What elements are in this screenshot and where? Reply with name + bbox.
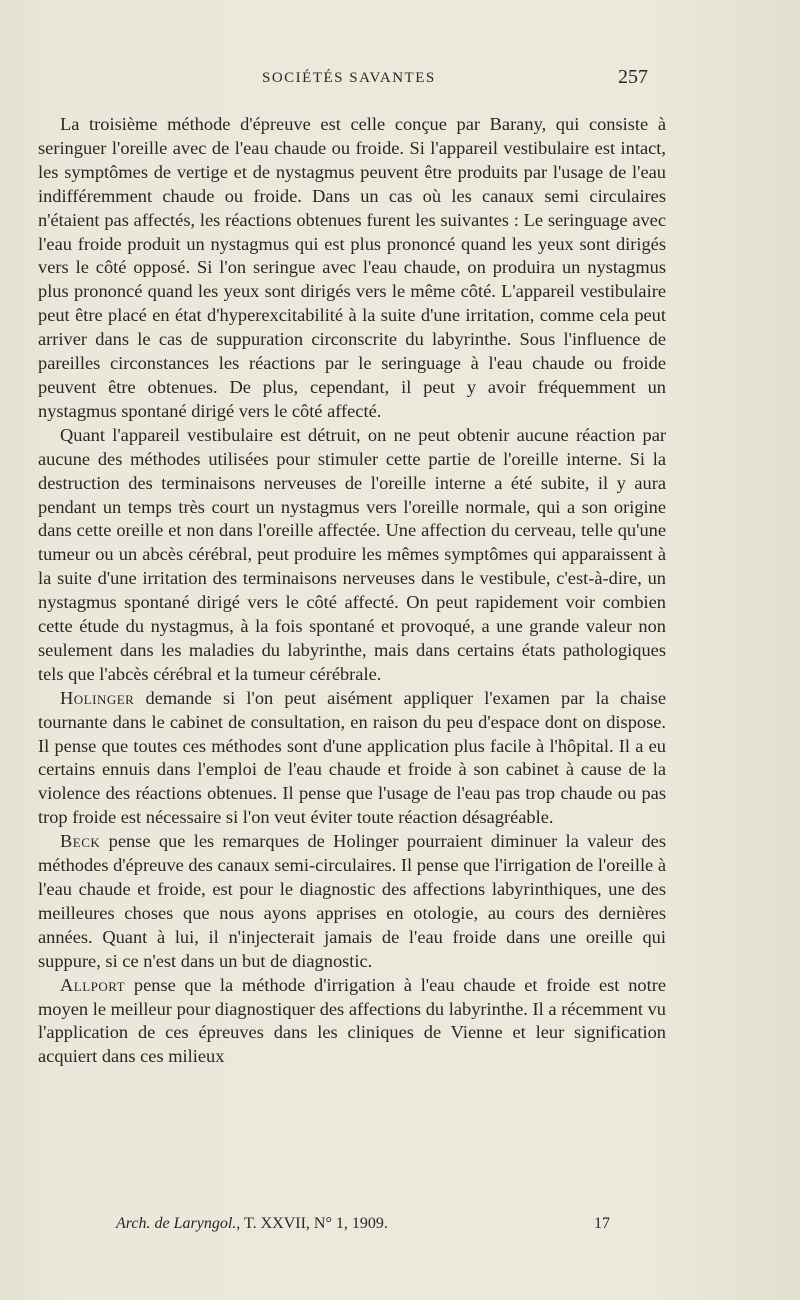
journal-name: Arch. de Laryngol. [116,1215,237,1232]
paragraph [38,830,666,973]
running-title: SOCIÉTÉS SAVANTES [262,70,436,86]
page-number: 257 [618,66,648,88]
paragraph-text: Quant l'appareil vestibulaire est détruit, on ne peut obtenir aucune réaction par aucune des méthodes utilisées pour stimuler cette partie de l'oreille interne. Si la destruction des terminaisons nerveuses de l'oreille interne a été subite, il y aura pendant un temps très court un nystagmus vers l'oreille normale, qui a son origine dans cette oreille et non dans l'oreille affectée. Une affection du cerveau, telle qu'une tumeur ou un abcès cérébral, peut produire les mêmes symptômes qui apparaissent à la suite d'une irritation des terminaisons nerveuses dans le vestibule, c'est-à-dire, un nystagmus spontané dirigé vers le côté affecté. On peut rapidement voir combien cette étude du nystagmus, à la fois spontané et provoqué, a une grande valeur non seulement dans les maladies du labyrinthe, mais dans certains états pathologiques tels que l'abcès cérébral et la tumeur cérébrale. [38,424,666,684]
paragraph-text: pense que la méthode d'irrigation à l'eau chaude et froide est notre moyen le meilleur pour diagnostiquer des affections du labyrinthe. Il a récemment vu l'application de ces épreuves dans les cliniques de Vienne et leur signification acquiert dans ces milieux [38,974,666,1067]
speaker-name: Allport [60,974,126,995]
body-text [38,113,666,1069]
paragraph [38,974,666,1070]
speaker-name: Holinger [60,687,135,708]
page-header [0,66,800,96]
paragraph-text: pense que les remarques de Holinger pourraient diminuer la valeur des méthodes d'épreuve des canaux semi-circulaires. Il pense que l'irrigation de l'oreille à l'eau chaude et froide, est pour le diagnostic des affections labyrinthiques, une des meilleures choses que nous ayons apprises en otologie, au cours des dernières années. Quant à lui, il n'injecterait jamais de l'eau froide dans une oreille qui suppure, si ce n'est dans un but de diagnostic. [38,831,666,971]
paragraph [38,424,666,687]
journal-citation [116,1215,388,1233]
paragraph [38,687,666,830]
speaker-name: Beck [60,831,101,852]
page-footer [0,1215,800,1239]
paragraph-text: La troisième méthode d'épreuve est celle conçue par Barany, qui consiste à seringuer l'oreille avec de l'eau chaude ou froide. Si l'appareil vestibulaire est intact, les symptômes de vertige et de nystagmus peuvent être produits par l'usage de l'eau indifféremment chaude ou froide. Dans un cas où les canaux semi circulaires n'étaient pas affectés, les réactions obtenues furent les suivantes : Le seringuage avec l'eau froide produit un nystagmus qui est plus prononcé quand les yeux sont dirigés vers le côté opposé. Si l'on seringue avec l'eau chaude, on produira un nystagmus plus prononcé quand les yeux sont dirigés vers le même côté. L'appareil vestibulaire peut être placé en état d'hyperexcitabilité à la suite d'une irritation, comme cela peut arriver dans le cas de suppuration circonscrite du labyrinthe. Sous l'influence de pareilles circonstances les réactions par le seringuage à l'eau chaude ou froide peuvent être obtenues. De plus, cependant, il peut y avoir fréquemment un nystagmus spontané dirigé vers le côté affecté. [38,114,666,421]
journal-volume: , T. XXVII, N° 1, 1909. [236,1215,388,1232]
paragraph [38,113,666,424]
signature-mark: 17 [594,1215,610,1232]
paragraph-text: demande si l'on peut aisément appliquer l'examen par la chaise tournante dans le cabinet de consultation, en raison du peu d'espace dont on dispose. Il pense que toutes ces méthodes sont d'une application plus facile à l'hôpital. Il a eu certains ennuis dans l'emploi de l'eau chaude et froide à son cabinet à cause de la violence des réactions obtenues. Il pense que l'usage de l'eau pas trop chaude ou pas trop froide est nécessaire si l'on veut éviter toute réaction désagréable. [38,687,666,828]
